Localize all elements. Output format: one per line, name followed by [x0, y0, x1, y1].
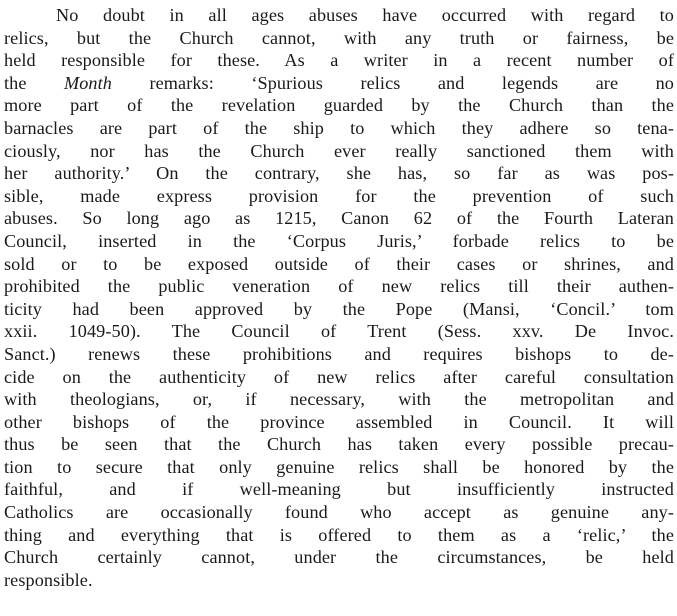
text-line-7: ciously, nor has the Church ever really sanctioned them with	[4, 140, 674, 161]
text-line-4	[4, 72, 674, 95]
text-line-26: responsible.	[4, 569, 93, 590]
text-line-13: prohibited the public veneration of new relics till their authen-	[4, 276, 674, 297]
text-line-2: relics, but the Church cannot, with any truth or fairness, be	[4, 27, 674, 48]
text-line-8: her authority.’ On the contrary, she has, so far as was pos-	[4, 163, 674, 184]
text-line-22: faithful, and if well-meaning but insufficiently instructed	[4, 479, 674, 500]
text-line-11: Council, inserted in the ‘Corpus Juris,’ forbade relics to be	[4, 230, 674, 251]
text-line-21: tion to secure that only genuine relics shall be honored by the	[4, 456, 674, 477]
text-line-9: sible, made express provision for the prevention of such	[4, 185, 674, 206]
text-line-5: more part of the revelation guarded by the Church than the	[4, 95, 674, 116]
text-line-17: cide on the authenticity of new relics after careful consultation	[4, 366, 674, 387]
text-line-15: xxii. 1049-50). The Council of Trent (Sess. xxv. De Invoc.	[4, 321, 674, 342]
text-line-1: No doubt in all ages abuses have occurred with regard to	[56, 5, 674, 25]
body-paragraph	[4, 4, 674, 591]
text-line-12: sold or to be exposed outside of their cases or shrines, and	[4, 253, 674, 274]
text-line-18: with theologians, or, if necessary, with the metropolitan and	[4, 389, 674, 410]
text-line-6: barnacles are part of the ship to which they adhere so tena-	[4, 117, 674, 138]
line-4-rest: remarks: ‘Spurious relics and legends are no	[111, 72, 674, 93]
text-line-3: held responsible for these. As a writer in a recent number of	[4, 50, 674, 71]
text-line-19: other bishops of the province assembled in Council. It will	[4, 411, 674, 432]
periodical-title: Month	[63, 72, 112, 93]
text-line-16: Sanct.) renews these prohibitions and requires bishops to de-	[4, 343, 674, 364]
line-4-start: the	[4, 72, 64, 93]
text-line-25: Church certainly cannot, under the circumstances, be held	[4, 547, 674, 568]
text-line-20: thus be seen that the Church has taken every possible precau-	[4, 434, 674, 455]
text-line-24: thing and everything that is offered to them as a ‘relic,’ the	[4, 524, 674, 545]
text-line-23: Catholics are occasionally found who accept as genuine any-	[4, 502, 674, 523]
text-line-14: ticity had been approved by the Pope (Mansi, ‘Concil.’ tom	[4, 298, 674, 319]
text-line-10: abuses. So long ago as 1215, Canon 62 of the Fourth Lateran	[4, 208, 674, 229]
document-page	[4, 4, 674, 591]
